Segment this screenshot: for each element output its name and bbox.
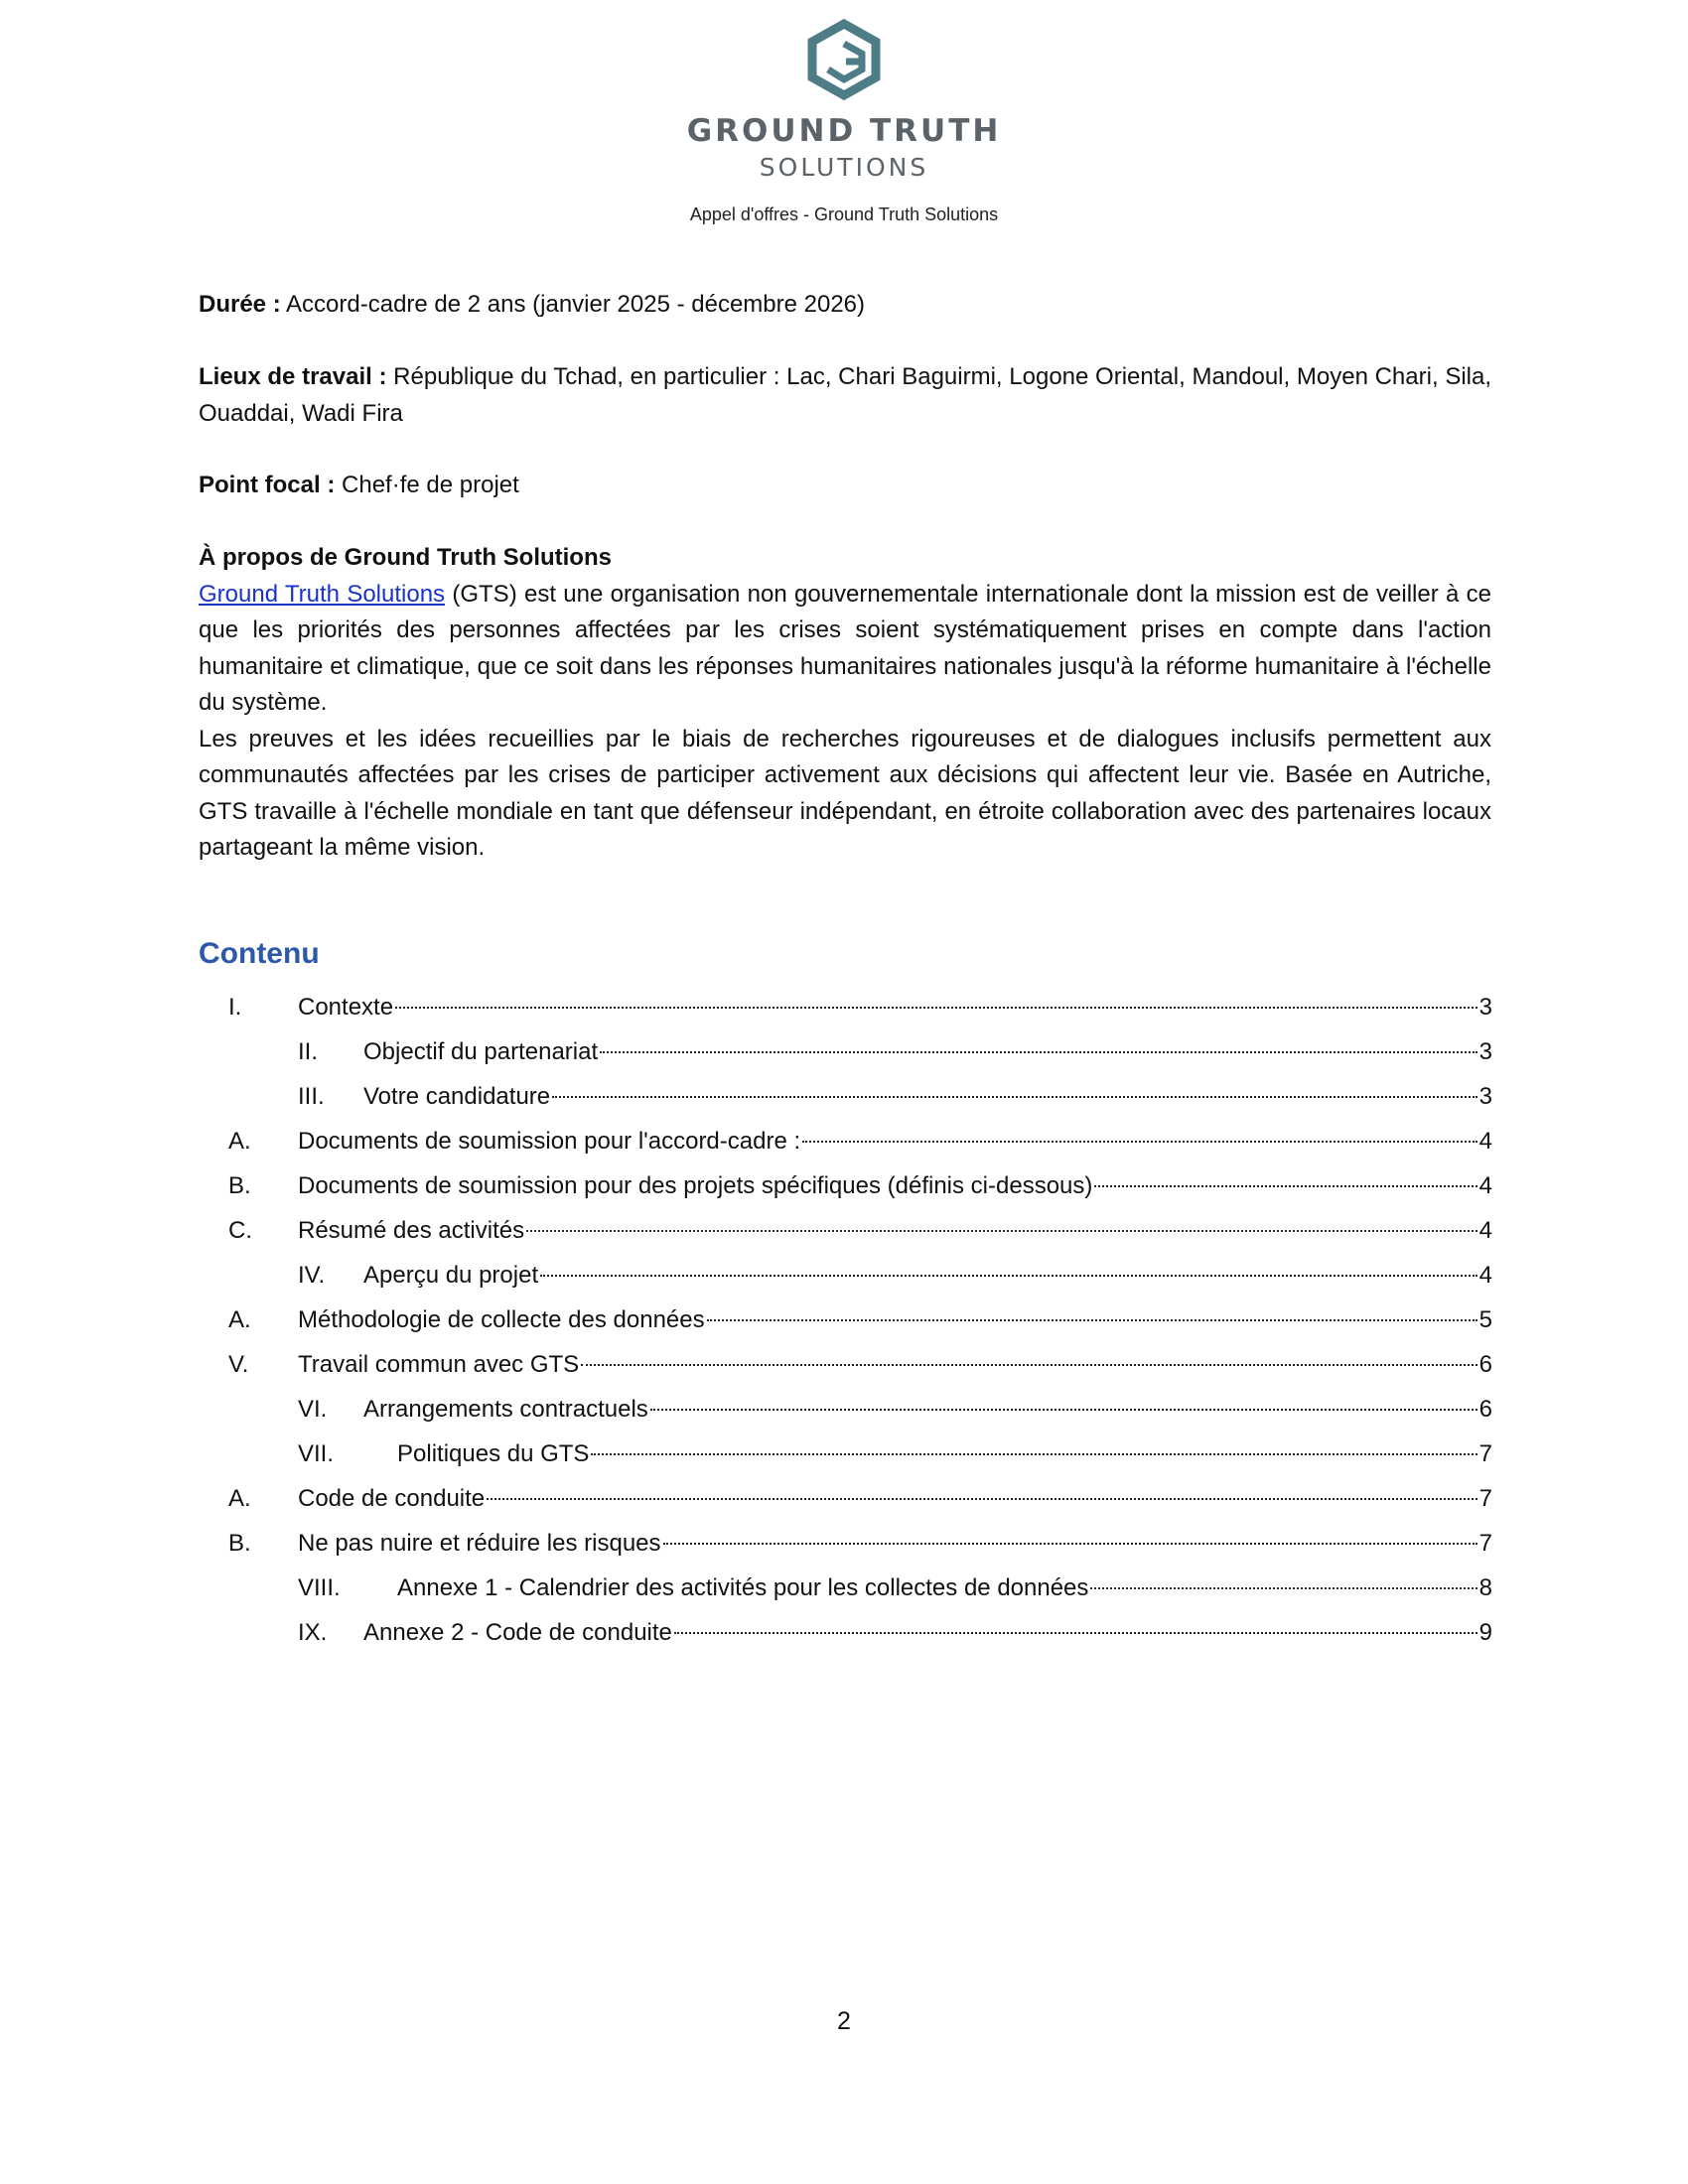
toc-entry-title: Documents de soumission pour des projets spécifiques (définis ci-dessous) <box>298 1172 1093 1199</box>
toc-entry-number: A. <box>228 1128 251 1155</box>
toc-dot-leader <box>591 1452 1477 1455</box>
duration-label: Durée : <box>199 291 281 318</box>
about-paragraph-2: Les preuves et les idées recueillies par le biais de recherches rigoureuses et de dialogues inclusifs permettent aux communautés affectées par les crises de participer activement aux décisions qui affectent leur vie. Basée en Autriche, GTS travaille à l'échelle mondiale en tant que défenseur indépendant, en étroite collaboration avec des partenaires locaux partageant la même vision. <box>199 725 1491 861</box>
toc-entry-page: 6 <box>1478 1351 1492 1378</box>
page-number: 2 <box>837 2007 851 2035</box>
toc-dot-leader <box>1094 1184 1477 1187</box>
logo-hexagon-icon <box>804 18 884 101</box>
toc-entry-title: Travail commun avec GTS <box>298 1351 580 1378</box>
toc-entry-page: 7 <box>1478 1530 1492 1557</box>
toc-entry-page: 4 <box>1478 1262 1492 1289</box>
toc-dot-leader <box>1090 1586 1477 1589</box>
toc-dot-leader <box>663 1542 1477 1545</box>
toc-entry-number: V. <box>228 1351 249 1378</box>
toc-entry-page: 7 <box>1478 1440 1492 1467</box>
duration-value: Accord-cadre de 2 ans (janvier 2025 - décembre 2026) <box>286 291 866 318</box>
toc-entry-page: 4 <box>1478 1172 1492 1199</box>
toc-entry-title: Objectif du partenariat <box>363 1038 599 1065</box>
toc-entry[interactable] <box>228 1351 1492 1387</box>
toc-entry-title: Méthodologie de collecte des données <box>298 1306 705 1333</box>
duration-line <box>199 287 1491 324</box>
toc-entry-page: 9 <box>1478 1619 1492 1646</box>
toc-entry[interactable] <box>228 1172 1492 1208</box>
toc-dot-leader <box>526 1229 1477 1232</box>
toc-entry-title: Votre candidature <box>363 1083 551 1110</box>
toc-entry-page: 3 <box>1478 994 1492 1021</box>
about-section <box>199 540 1491 867</box>
toc-dot-leader <box>540 1274 1477 1277</box>
toc-entry[interactable] <box>298 1038 1492 1074</box>
toc-entry-title: Arrangements contractuels <box>363 1396 648 1423</box>
workplaces-label: Lieux de travail : <box>199 363 387 390</box>
toc-entry[interactable] <box>228 1217 1492 1253</box>
toc-entry[interactable] <box>228 1306 1492 1342</box>
toc-entry-number: II. <box>298 1038 319 1065</box>
focal-point-value: Chef·fe de projet <box>342 472 519 498</box>
toc-entry[interactable] <box>298 1574 1492 1610</box>
toc-entry-page: 7 <box>1478 1485 1492 1512</box>
toc-entry[interactable] <box>298 1619 1492 1655</box>
focal-point-label: Point focal : <box>199 472 336 498</box>
toc-entry-title: Documents de soumission pour l'accord-cadre : <box>298 1128 801 1155</box>
toc-entry[interactable] <box>228 1128 1492 1163</box>
toc-entry-page: 4 <box>1478 1217 1492 1244</box>
toc-entry-title: Ne pas nuire et réduire les risques <box>298 1530 661 1557</box>
toc-entry[interactable] <box>228 1530 1492 1566</box>
toc-entry-page: 5 <box>1478 1306 1492 1333</box>
logo <box>0 18 1688 101</box>
toc-dot-leader <box>674 1631 1477 1634</box>
toc-entry-title: Aperçu du projet <box>363 1262 539 1289</box>
running-header: Appel d'offres - Ground Truth Solutions <box>689 205 999 224</box>
toc-entry[interactable] <box>298 1396 1492 1432</box>
toc-entry-title: Annexe 1 - Calendrier des activités pour les collectes de données <box>397 1574 1089 1601</box>
toc-entry-number: VI. <box>298 1396 328 1423</box>
about-heading: À propos de Ground Truth Solutions <box>199 544 612 571</box>
toc-entry-page: 3 <box>1478 1038 1492 1065</box>
toc-entry-number: A. <box>228 1485 251 1512</box>
toc-dot-leader <box>395 1006 1477 1009</box>
toc-entry-number: C. <box>228 1217 252 1244</box>
toc-entry[interactable] <box>298 1083 1492 1119</box>
toc-dot-leader <box>581 1363 1477 1366</box>
toc-entry-number: VII. <box>298 1440 335 1467</box>
toc-entry-title: Code de conduite <box>298 1485 486 1512</box>
workplaces-line <box>199 359 1491 432</box>
toc-entry-page: 6 <box>1478 1396 1492 1423</box>
toc-entry-title: Résumé des activités <box>298 1217 525 1244</box>
toc-entry-page: 8 <box>1478 1574 1492 1601</box>
logo-wordmark-line1: GROUND TRUTH <box>686 113 1002 149</box>
toc-entry-number: IV. <box>298 1262 326 1289</box>
toc-entry-page: 4 <box>1478 1128 1492 1155</box>
toc-dot-leader <box>552 1095 1477 1098</box>
gts-website-link[interactable]: Ground Truth Solutions <box>199 580 446 608</box>
toc-dot-leader <box>600 1050 1477 1053</box>
toc-dot-leader <box>802 1140 1477 1143</box>
toc-dot-leader <box>487 1497 1477 1500</box>
toc-entry-number: III. <box>298 1083 325 1110</box>
workplaces-value: République du Tchad, en particulier : Lac, Chari Baguirmi, Logone Oriental, Mandoul, Moyen Chari, Sila, Ouaddai, Wadi Fira <box>199 363 1491 427</box>
toc-entry-number: IX. <box>298 1619 328 1646</box>
toc-heading: Contenu <box>199 937 320 970</box>
toc-entry-title: Annexe 2 - Code de conduite <box>363 1619 672 1646</box>
toc-entry[interactable] <box>298 1262 1492 1297</box>
about-paragraph-1-text: (GTS) est une organisation non gouvernementale internationale dont la mission est de veiller à ce que les priorités des personnes affectées par les crises soient systématiquement prises en compte dans l'action humanitaire et climatique, que ce soit dans les réponses humanitaires nationales jusqu'à la réforme humanitaire à l'échelle du système. <box>199 580 1492 716</box>
toc-entry-title: Contexte <box>298 994 394 1021</box>
toc-entry[interactable] <box>228 1485 1492 1521</box>
logo-wordmark-line2: SOLUTIONS <box>759 153 929 182</box>
toc-entry-title: Politiques du GTS <box>397 1440 590 1467</box>
toc-entry-number: B. <box>228 1172 251 1199</box>
toc-dot-leader <box>707 1318 1477 1321</box>
about-paragraph-1 <box>199 577 1491 722</box>
focal-point-line <box>199 468 1491 504</box>
toc-entry-number: VIII. <box>298 1574 341 1601</box>
toc-entry[interactable] <box>228 994 1492 1029</box>
toc-entry-number: B. <box>228 1530 251 1557</box>
toc-entry[interactable] <box>298 1440 1492 1476</box>
toc-entry-number: A. <box>228 1306 251 1333</box>
toc-entry-page: 3 <box>1478 1083 1492 1110</box>
toc-entry-number: I. <box>228 994 242 1021</box>
toc-dot-leader <box>650 1408 1477 1411</box>
